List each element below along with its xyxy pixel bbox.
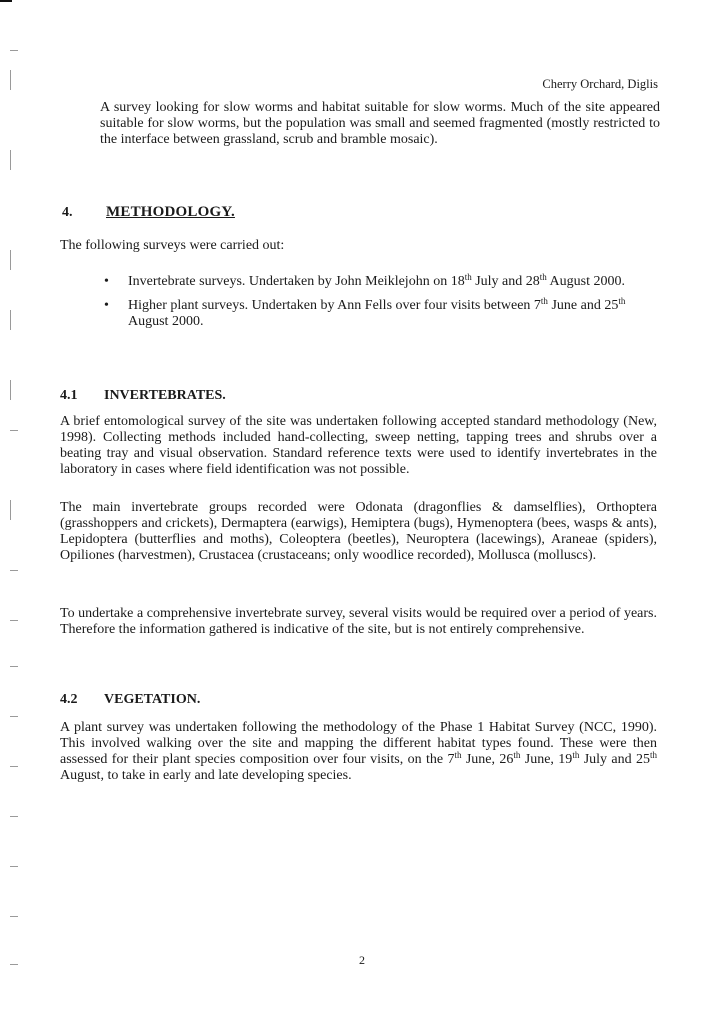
list-text: August 2000. — [546, 274, 625, 289]
paragraph — [60, 720, 657, 784]
paragraph-text: July and 25 — [579, 752, 650, 767]
paragraph: A brief entomological survey of the site was undertaken following accepted standard methodology (New, 1998). Collecting methods included hand-collecting, sweep netting, tapping trees and shrubs over a beating tray and visual observation. Standard reference texts were used to identify invertebrates in the laboratory in cases where field identification was not possible. — [60, 414, 657, 477]
bullet-icon: • — [104, 274, 109, 289]
superscript: th — [454, 750, 462, 760]
margin-mark — [10, 866, 18, 867]
superscript: th — [539, 272, 547, 282]
list-text: Higher plant surveys. Undertaken by Ann Fells over four visits between 7 — [128, 298, 541, 313]
section-heading-vegetation — [60, 692, 200, 708]
section-heading-methodology — [62, 204, 235, 221]
margin-mark — [10, 310, 11, 330]
margin-mark — [10, 50, 18, 51]
superscript: th — [540, 296, 548, 306]
page-number: 2 — [359, 953, 365, 967]
list-item — [104, 274, 660, 290]
section-title: INVERTEBRATES. — [104, 388, 226, 403]
paragraph-text: June, 26 — [461, 752, 514, 767]
section-heading-invertebrates — [60, 388, 226, 404]
margin-mark — [10, 716, 18, 717]
list-text: July and 28 — [471, 274, 540, 289]
margin-mark — [10, 666, 18, 667]
superscript: th — [649, 750, 657, 760]
paragraph: The main invertebrate groups recorded were Odonata (dragonflies & damselflies), Orthoptera (grasshoppers and crickets), Dermaptera (earwigs), Hemiptera (bugs), Hymenoptera (bees, wasps & ants), Lepidoptera (butterflies and moths), Coleoptera (beetles), Neuroptera (lacewings), Araneae (spiders), Opiliones (harvestmen), Crustacea (crustaceans; only woodlice recorded), Mollusca (molluscs). — [60, 500, 657, 563]
superscript: th — [513, 750, 521, 760]
list-item — [104, 298, 660, 330]
superscript: th — [572, 750, 580, 760]
superscript: th — [464, 272, 472, 282]
margin-mark — [10, 430, 18, 431]
intro-paragraph: A survey looking for slow worms and habitat suitable for slow worms. Much of the site appeared suitable for slow worms, but the population was small and seemed fragmented (mostly restricted to the interface between grassland, scrub and bramble mosaic). — [100, 100, 660, 147]
section-title: METHODOLOGY. — [106, 204, 235, 220]
margin-mark — [10, 250, 11, 270]
survey-list — [104, 274, 660, 338]
corner-mark — [0, 0, 12, 2]
bullet-icon: • — [104, 298, 109, 313]
section-number: 4.1 — [60, 388, 78, 403]
margin-mark — [10, 70, 11, 90]
margin-mark — [10, 570, 18, 571]
margin-mark — [10, 816, 18, 817]
margin-mark — [10, 380, 11, 400]
margin-mark — [10, 150, 11, 170]
list-text: August 2000. — [128, 314, 204, 329]
margin-mark — [10, 766, 18, 767]
surveys-intro: The following surveys were carried out: — [60, 238, 285, 253]
paragraph: To undertake a comprehensive invertebrate survey, several visits would be required over a period of years. Therefore the information gathered is indicative of the site, but is not entirely comprehensive. — [60, 606, 657, 637]
margin-mark — [10, 916, 18, 917]
paragraph-text: June, 19 — [520, 752, 573, 767]
running-header: Cherry Orchard, Diglis — [542, 77, 658, 91]
paragraph-text: August, to take in early and late developing species. — [60, 768, 352, 783]
margin-mark — [10, 500, 11, 520]
section-title: VEGETATION. — [104, 692, 201, 707]
list-text: Invertebrate surveys. Undertaken by John Meiklejohn on 18 — [128, 274, 465, 289]
margin-mark — [10, 620, 18, 621]
paragraph-text: A plant survey was undertaken following the methodology of the Phase 1 Habitat Survey (NCC, 1990). This involved walking over the site and mapping the different habitat types found. These were then assessed for their plant species composition over four visits, on the 7 — [60, 720, 657, 767]
section-number: 4.2 — [60, 692, 78, 707]
binding-margin — [0, 0, 30, 1024]
list-text: June and 25 — [547, 298, 619, 313]
superscript: th — [618, 296, 626, 306]
section-number: 4. — [62, 205, 73, 220]
